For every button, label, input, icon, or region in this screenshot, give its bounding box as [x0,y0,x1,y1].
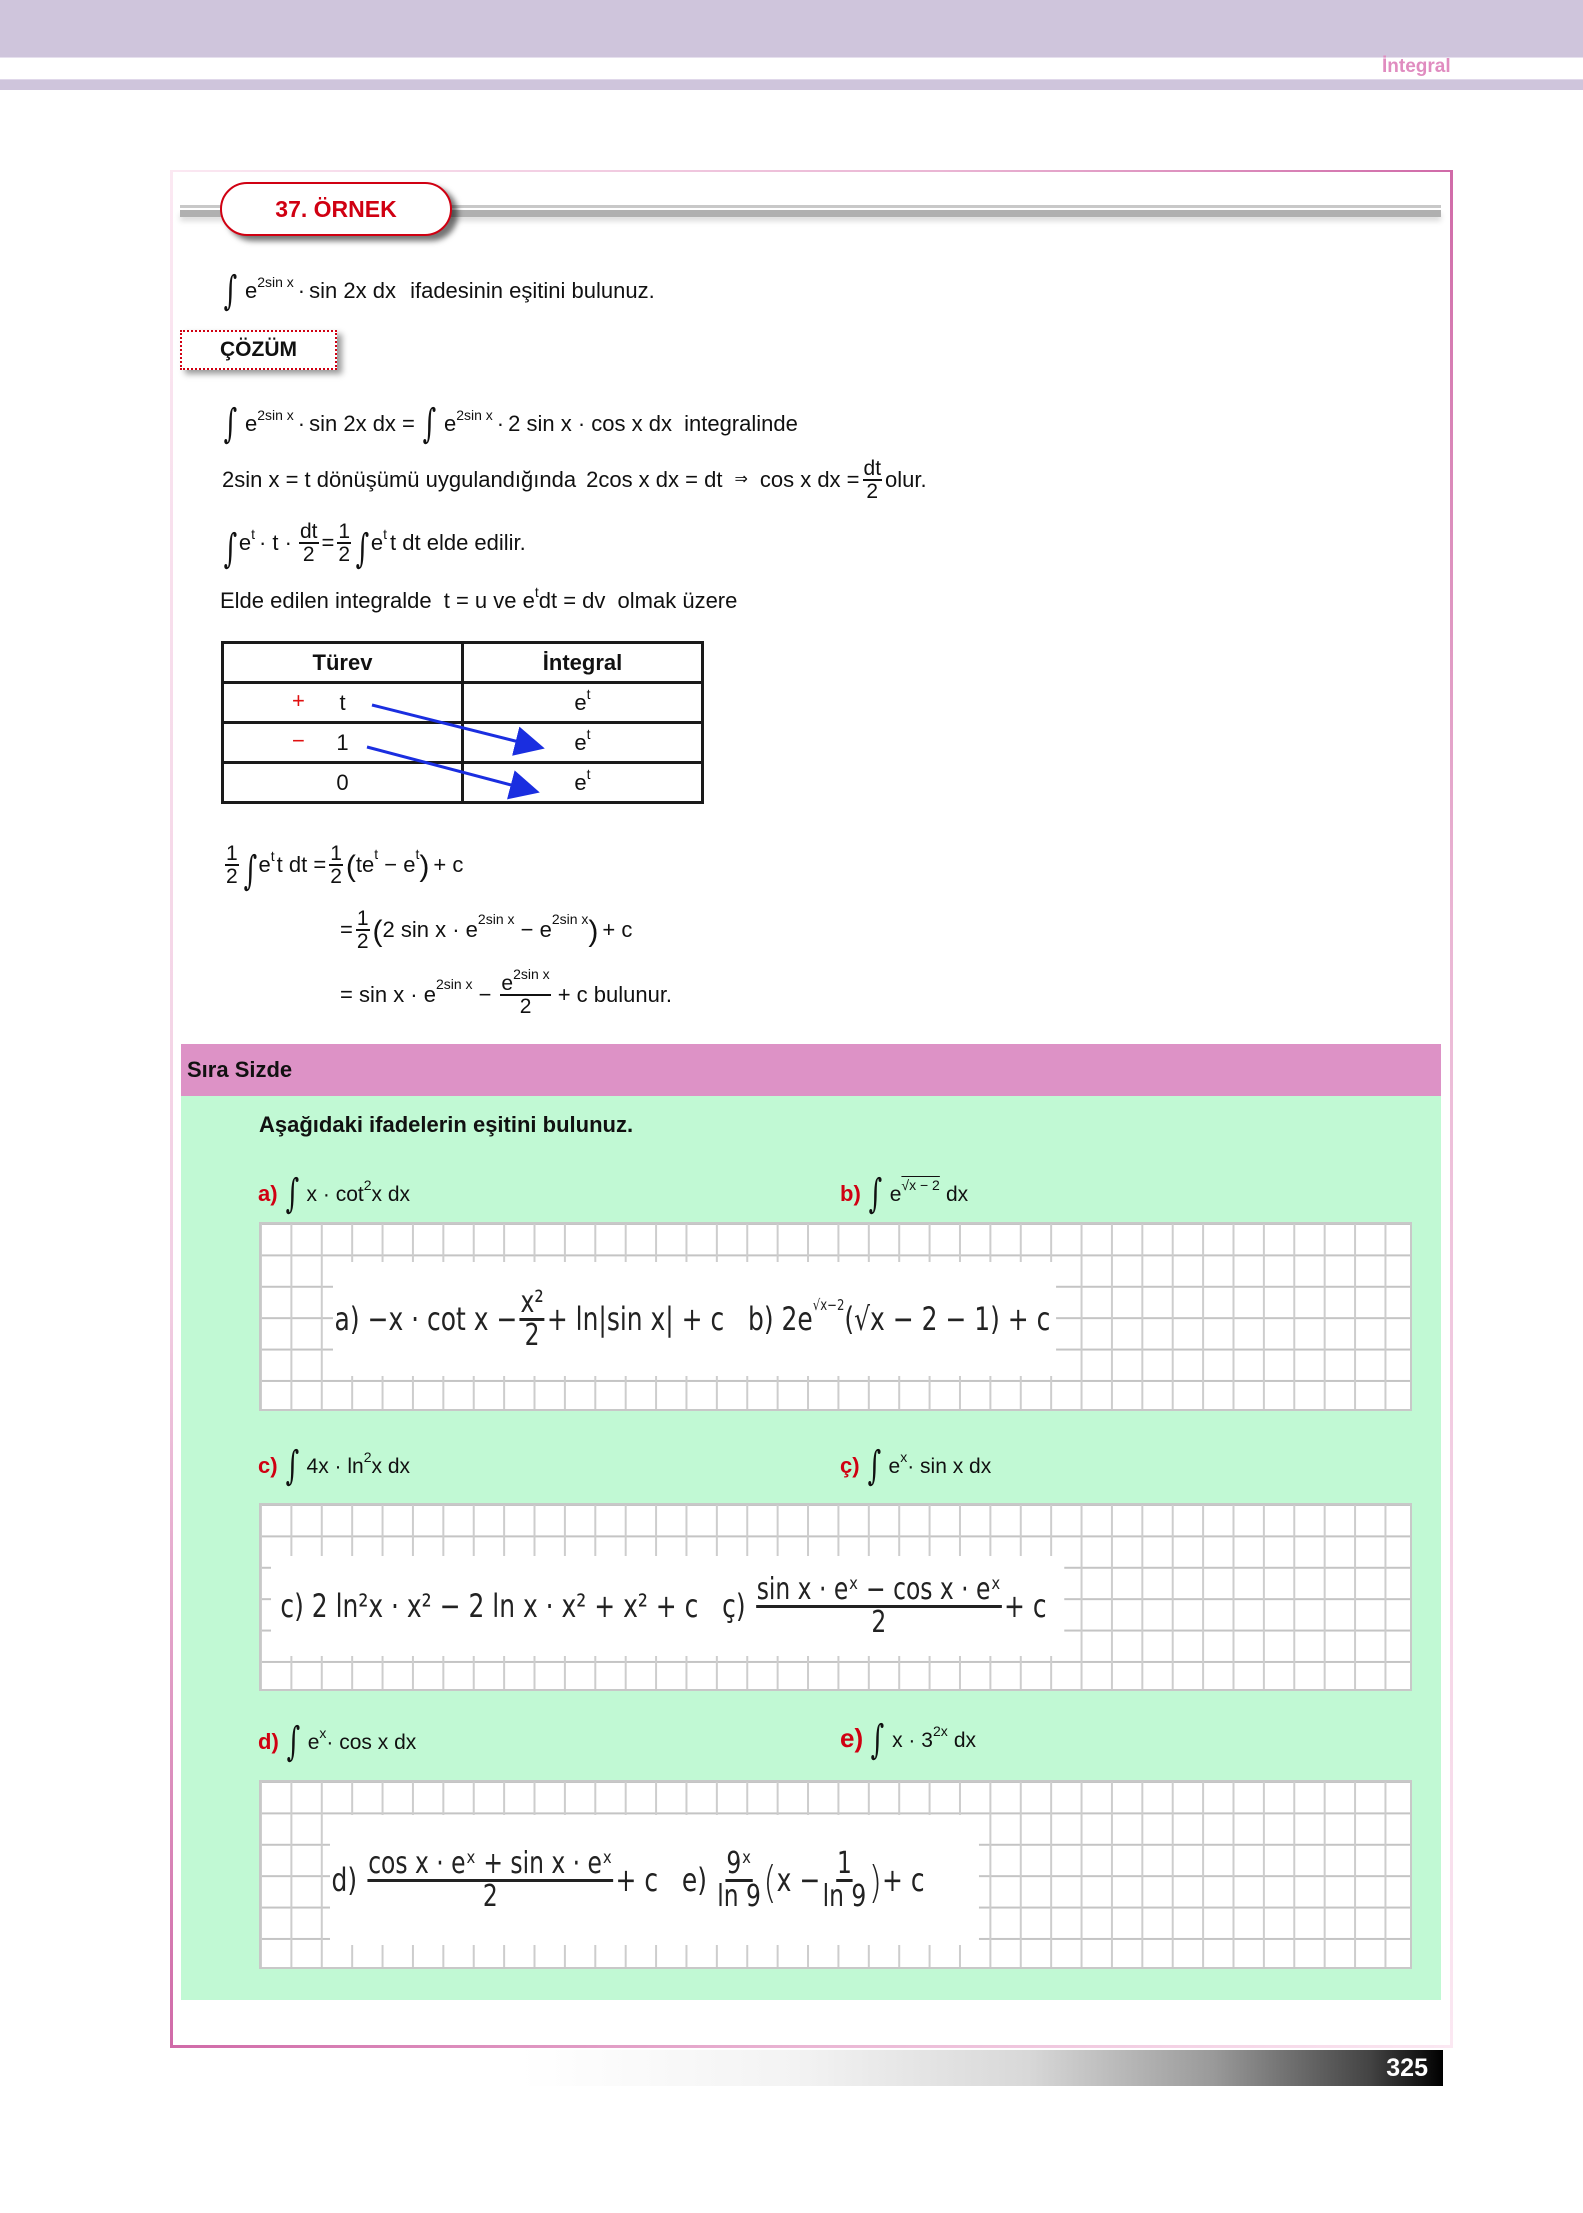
fraction: $\frac{dt}{2}$ [863,457,882,503]
header-band [0,0,1583,57]
answer-image-a-b: a) −x · cot x − $\frac{\text{x²}}{2}$ + ln|sin x| + c b) 2e $^{√x-2}$ (√x − 2 − 1) + c [333,1262,1056,1376]
frame-border-top [170,170,1452,172]
integral-icon: ∫ [355,526,370,572]
table-row: − 1 $e^t$ [223,723,703,763]
answer-image-c-cc: c) 2 ln²x · x² − 2 ln x · x² + x² + c ç) $\frac{\text{sin x · eˣ − cos x · eˣ}}{2}$ + c [271,1556,1064,1656]
page-number: 325 [1386,2054,1428,2082]
integral-icon: ∫ [286,1719,300,1765]
result-line-2: = $\frac{1}{2}$ ( 2 sin x · e $^{2sin x}$ − e $^{2sin x}$ ) + c [340,907,633,953]
practice-header: Sıra Sizde [181,1044,1441,1096]
table-row: 0 $e^t$ [223,763,703,803]
practice-instruction: Aşağıdaki ifadelerin eşitini bulunuz. [259,1112,634,1137]
table-header-row [223,643,703,683]
practice-question-a: a) ∫ $x \cdot \cot^2x$ dx [258,1171,411,1217]
header-band-lower [0,80,1583,90]
integral-icon: ∫ [285,1443,299,1489]
integral-icon: ∫ [422,401,437,447]
practice-question-d: d) ∫ $e^x\cdot \cos x$ dx [258,1719,417,1765]
frame-border-right [1450,170,1453,2048]
integral-icon: ∫ [243,848,257,894]
frame-border-bottom [170,2045,1452,2048]
minus-sign: − [292,728,305,753]
solution-line-4: Elde edilen integralde t = u ve $e^tdt$ = dv olmak üzere [220,584,738,613]
integral-icon: ∫ [223,526,238,572]
answer-image-d-e: d) $\frac{\text{cos x · eˣ + sin x · eˣ}}{2}$ + c e) $\frac{\text{9ˣ}}{\ln 9}$ ( x − $\frac{1}{\ln 9}$ ) + c [330,1815,979,1945]
solution-line-3: ∫ $e^t$ · t · $\frac{dt}{2}$ = $\frac{1}{2}$ ∫ $e^t$ t dt elde edilir. [223,520,526,572]
solution-line-1: ∫ $e^{2sin x} \cdot \sin 2x$ dx = ∫ $e^{2sin x} \cdot 2$ sin x · cos x dx integralinde [223,401,798,447]
practice-question-e: e) ∫ $x \cdot 3^{2x}$ dx [840,1717,977,1763]
example-badge: 37. ÖRNEK [220,182,452,236]
integral-icon: ∫ [223,401,238,447]
column-header-derivative: Türev [223,643,463,683]
solution-line-2: 2sin x = t dönüşümü uygulandığında 2cos x dx = dt ⇒ cos x dx = $\frac{dt}{2}$ olur. [222,457,927,503]
integral-icon: ∫ [223,268,238,314]
frame-border-left [170,170,173,2048]
section-title: İntegral [1382,56,1451,77]
practice-question-cc: ç) ∫ $e^x\cdot \sin x$ dx [840,1443,992,1489]
result-line-1: $\frac{1}{2}$ ∫ $e^t$ t dt = $\frac{1}{2}$ ( te $^t$ − e $^t$ ) + c [226,842,464,894]
solution-label: ÇÖZÜM [180,330,337,370]
example-question: ∫ $e^{2sin x} \cdot \sin 2x$ dx ifadesinin eşitini bulunuz. [223,268,655,314]
practice-question-c: c) ∫ $4x \cdot \ln^2x$ dx [258,1443,411,1489]
integral-icon: ∫ [870,1717,885,1763]
page-footer [520,2050,1443,2086]
practice-question-b: b) ∫ $e^{√x - 2}$ dx [840,1171,969,1217]
implies-arrow-icon: ⇒ [734,471,748,488]
integral-icon: ∫ [867,1443,881,1489]
integral-icon: ∫ [285,1171,299,1217]
result-line-3: = sin x · e $^{2sin x}$ − $\frac{e^{2sin x}}{2}$ + c bulunur. [340,966,673,1018]
column-header-integral: İntegral [463,643,703,683]
table-row: + t $e^t$ [223,683,703,723]
integration-by-parts-table [221,641,704,804]
plus-sign: + [292,688,305,713]
integral-icon: ∫ [868,1171,882,1217]
header-strip [0,57,1583,80]
